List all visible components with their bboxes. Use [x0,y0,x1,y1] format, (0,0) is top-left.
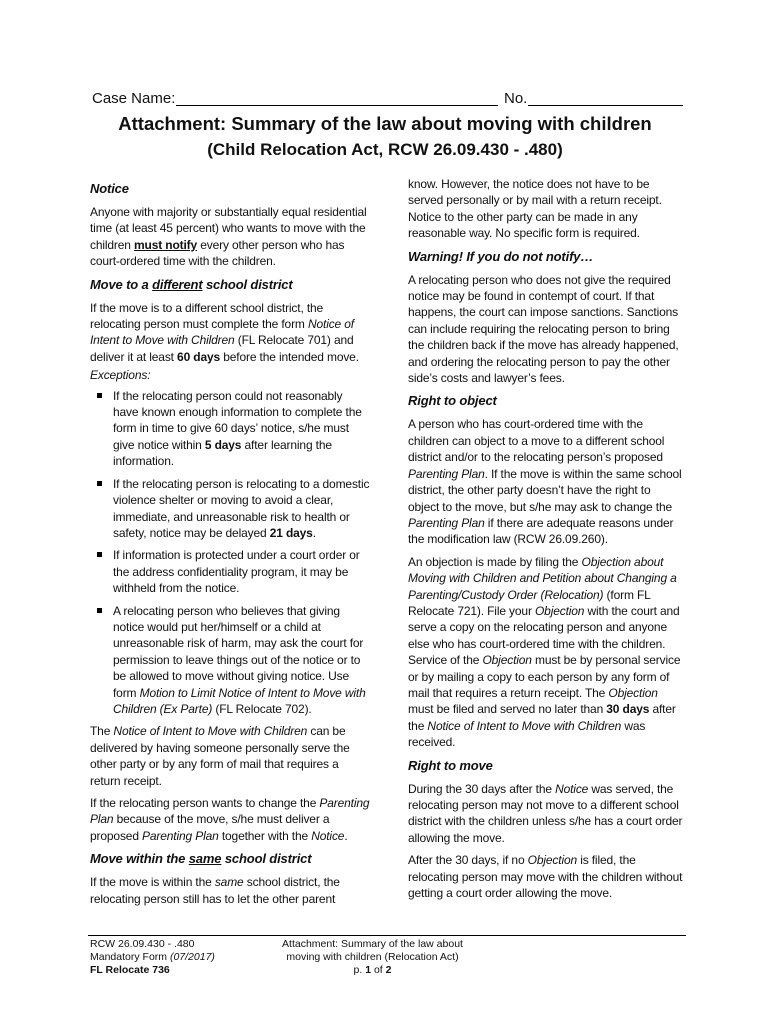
exceptions-list [90,388,370,718]
footer-divider [88,935,686,936]
case-info-line [92,90,692,110]
list-item: If information is protected under a court order or the address confidentiality program, it may be withheld from the notice. [113,547,370,596]
right-to-move-paragraph: During the 30 days after the Notice was served, the relocating person may not move to a different school district with the children unless s/he has a court order allowing the move. [408,781,683,845]
warning-paragraph: A relocating person who does not give the required notice may be found in contempt of court. If that happens, the court can impose sanctions. Sanctions can include requiring the relocating person to bring the children back if the move has already happened, and ordering the relocating person to pay the other side’s costs and lawyer’s fees. [408,272,679,386]
different-district-paragraph: If the move is to a different school district, the relocating person must complete the form Notice of Intent to Move with Children (FL Relocate 701) and deliver it at least 60 days before the intended move. [90,300,359,364]
page-number: p. 1 of 2 [353,964,392,976]
must-notify-emphasis: must notify [134,237,198,252]
footer-form-info [90,938,260,977]
objection-filing-paragraph: An objection is made by filing the Objection about Moving with Children and Petition about Changing a Parenting/Custody Order (Relocation) (form FL Relocate 721). File your Objection with the court and serve a copy on the relocating person and anyone else who has court-ordered time with the children. Service of the Objection must be by personal service or by mailing a copy to each person by any form of mail that requires a return receipt. The Objection must be filed and served no later than 30 days after the Notice of Intent to Move with Children was received. [408,554,681,750]
right-to-object-heading: Right to object [408,393,497,409]
same-district-heading: Move within the same school district [90,851,312,867]
left-column [90,180,370,913]
case-number-label: No. [504,90,528,107]
document-title: Attachment: Summary of the law about moving with children [118,113,652,134]
bullet-icon [97,481,102,486]
different-district-heading: Move to a different school district [90,276,293,292]
footer-title: Attachment: Summary of the law about moving with children (Relocation Act) p. 1 of 2 [270,938,475,977]
case-name-field[interactable] [176,104,498,106]
notice-heading: Notice [90,181,129,196]
bullet-icon [97,552,102,557]
footer-mandatory: Mandatory Form (07/2017) [90,951,215,963]
after-30-days-paragraph: After the 30 days, if no Objection is filed, the relocating person may move with the children without getting a court order allowing the move. [408,853,683,901]
right-to-move-heading: Right to move [408,757,493,773]
list-item: If the relocating person could not reasonably have known enough information to complete the form in time to give 60 days’ notice, s/he must give notice within 5 days after learning the information. [113,388,370,470]
change-plan-paragraph: If the relocating person wants to change the Parenting Plan because of the move, s/he must deliver a proposed Parenting Plan together with the Notice. [90,796,370,843]
right-to-object-paragraph: A person who has court-ordered time with the children can object to a move to a different school district and/or to the relocating person’s proposed Parenting Plan. If the move is within the same school district, the other party doesn’t have the right to object to the move, but s/he may ask to change the Parenting Plan if there are adequate reasons under the modification law (RCW 26.09.260). [408,417,682,547]
delivery-paragraph: The Notice of Intent to Move with Children can be delivered by having someone personally serve the other party or by any form of mail that requires a return receipt. [90,724,350,788]
exceptions-label: Exceptions: [90,368,151,383]
case-name-label: Case Name: [92,90,176,107]
case-number-field[interactable] [528,104,683,106]
bullet-icon [97,608,102,613]
notice-paragraph: Anyone with majority or substantially equal residential time (at least 45 percent) who wants to move with the children must notify every other person who has court-ordered time with the children. [90,205,367,269]
footer-rcw: RCW 26.09.430 - .480 [90,938,195,950]
list-item: A relocating person who believes that giving notice would put her/himself or a child at unreasonable risk of harm, may ask the court for permission to leave things out of the notice or to be allowed to move without giving notice. Use form Motion to Limit Notice of Intent to Move with Children (Ex Parte) (FL Relocate 702). [113,603,370,718]
warning-heading: Warning! If you do not notify… [408,248,594,264]
footer-form-id: FL Relocate 736 [90,964,170,976]
right-column [408,176,683,907]
continued-paragraph: know. However, the notice does not have to be served personally or by mail with a return receipt. Notice to the other party can be made in any reasonable way. No specific form is required. [408,177,662,241]
list-item: If the relocating person is relocating to a domestic violence shelter or moving to avoid a clear, immediate, and unreasonable risk to health or safety, notice may be delayed 21 days. [113,476,370,542]
same-district-paragraph: If the move is within the same school district, the relocating person still has to let the other parent [90,875,340,906]
bullet-icon [97,393,102,398]
document-subtitle: (Child Relocation Act, RCW 26.09.430 - .480) [207,140,563,159]
